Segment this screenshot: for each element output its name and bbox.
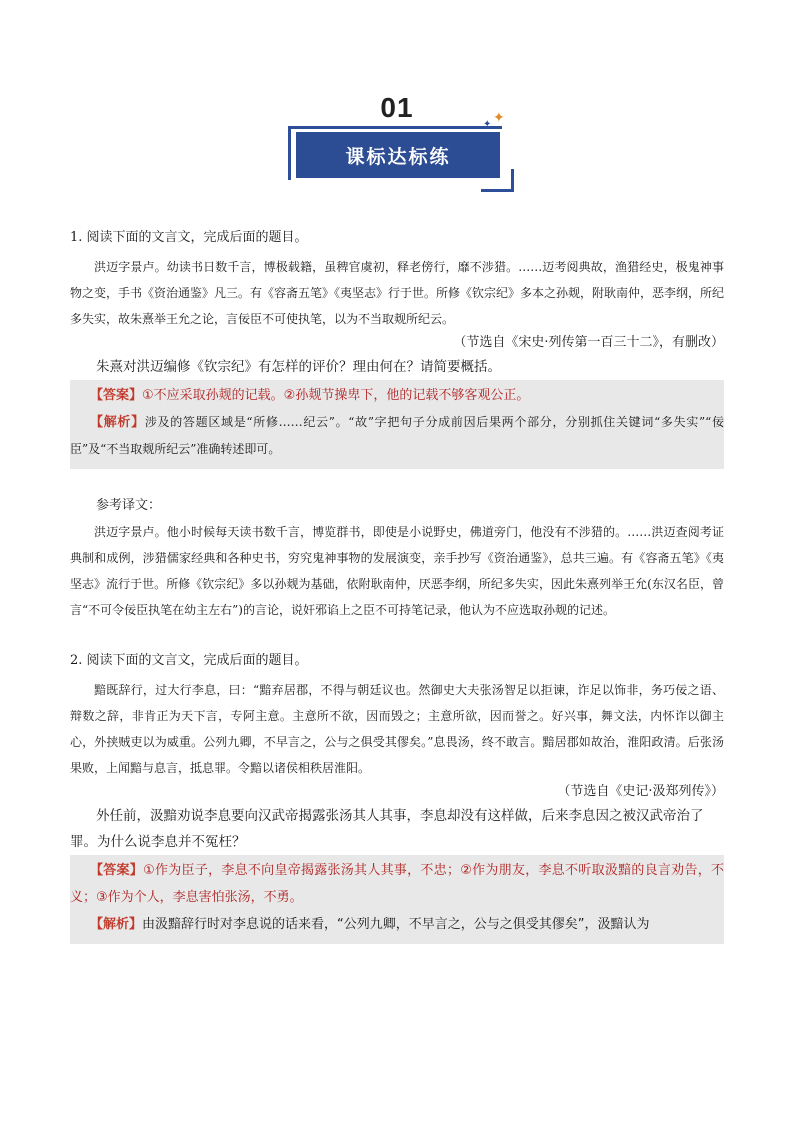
answer-line: [70, 382, 724, 409]
analysis-tag: 【解析】: [90, 415, 145, 430]
classical-passage: 黯既辞行，过大行李息，曰：“黯弃居郡，不得与朝廷议也。然御史大夫张汤智足以拒谏，诈足以饰非，务巧佞之语、辩数之辞，非肯正为天下言，专阿主意。主意所不欲，因而毁之；主意所欲，因而誉之。好兴事，舞文法，内怀诈以御主心，外挟贼吏以为威重。公列九卿，不早言之，公与之俱受其僇矣。”息畏汤，终不敢言。黯居郡如故治，淮阳政清。后张汤果败，上闻黯与息言，抵息罪。令黯以诸侯相秩居淮阳。: [70, 683, 724, 775]
answer-tag: 【答案】: [90, 863, 144, 878]
analysis-tag: 【解析】: [90, 917, 143, 932]
question-2: [70, 651, 724, 944]
analysis-text: 涉及的答题区域是“所修……纪云”。“故”字把句子分成前因后果两个部分，分别抓住关键词“多失实”“佞臣”及“不当取觌所纪云”准确转述即可。: [70, 415, 724, 456]
question-prompt: 朱熹对洪迈编修《钦宗纪》有怎样的评价？理由何在？请简要概括。: [96, 359, 501, 375]
classical-passage: 洪迈字景卢。幼读书日数千言，博极载籍，虽稗官虞初，释老傍行，靡不涉猎。……迈考阅典故，渔猎经史，极鬼神事物之变，手书《资治通鉴》凡三。有《容斋五笔》《夷坚志》行于世。所修《钦宗纪》多本之孙觌，附耿南仲，恶李纲，所纪多失实，故朱熹举王允之论，言佞臣不可使执笔，以为不当取觌所纪云。: [70, 260, 725, 326]
sparkle-icon: ✦: [493, 110, 505, 126]
answer-box: [70, 380, 724, 469]
section-header: [0, 0, 794, 200]
translation-label: 参考译文：: [96, 498, 162, 513]
section-number: 01: [380, 92, 414, 123]
question-title: 2. 阅读下面的文言文，完成后面的题目。: [70, 653, 308, 668]
answer-tag: 【答案】: [90, 388, 143, 403]
analysis-text: 由汲黯辞行时对李息说的话来看，“公列九卿，不早言之，公与之俱受其僇矣”，汲黯认为: [142, 917, 650, 932]
answer-text: ①作为臣子，李息不向皇帝揭露张汤其人其事，不忠；②作为朋友，李息不听取汲黯的良言劝告，不义；③作为个人，李息害怕张汤，不勇。: [70, 863, 724, 905]
document-body: [70, 228, 724, 944]
translation-text: 洪迈字景卢。他小时候每天读书数千言，博览群书，即使是小说野史，佛道旁门，他没有不涉猎的。……洪迈查阅考证典制和成例，涉猎儒家经典和各种史书，穷究鬼神事物的发展演变，亲手抄写《资治通鉴》，总共三遍。有《容斋五笔》《夷坚志》流行于世。所修《钦宗纪》多以孙觌为基础，依附耿南仲，厌恶李纲，所纪多失实，因此朱熹列举王允(东汉名臣，曾言“不可令佞臣执笔在幼主左右”)的言论，说奸邪谄上之臣不可持笔记录，他认为不应选取孙觌的记述。: [70, 525, 724, 617]
question-1: [70, 228, 724, 623]
answer-box: [70, 855, 724, 944]
answer-line: [70, 857, 724, 911]
analysis-line: [70, 911, 724, 938]
question-title: 1. 阅读下面的文言文，完成后面的题目。: [70, 230, 308, 245]
question-prompt: 外任前，汲黯劝说李息要向汉武帝揭露张汤其人其事，李息却没有这样做，后来李息因之被汉武帝治了罪。为什么说李息并不冤枉？: [70, 808, 704, 850]
passage-source: （节选自《史记·汲郑列传》）: [557, 784, 724, 799]
section-banner: 课标达标练: [296, 132, 500, 178]
analysis-line: [70, 409, 724, 463]
passage-source: （节选自《宋史·列传第一百三十二》，有删改）: [453, 335, 724, 350]
answer-text: ①不应采取孙觌的记载。②孙觌节操卑下，他的记载不够客观公正。: [142, 388, 530, 403]
small-sparkle-icon: ✦: [483, 119, 492, 130]
